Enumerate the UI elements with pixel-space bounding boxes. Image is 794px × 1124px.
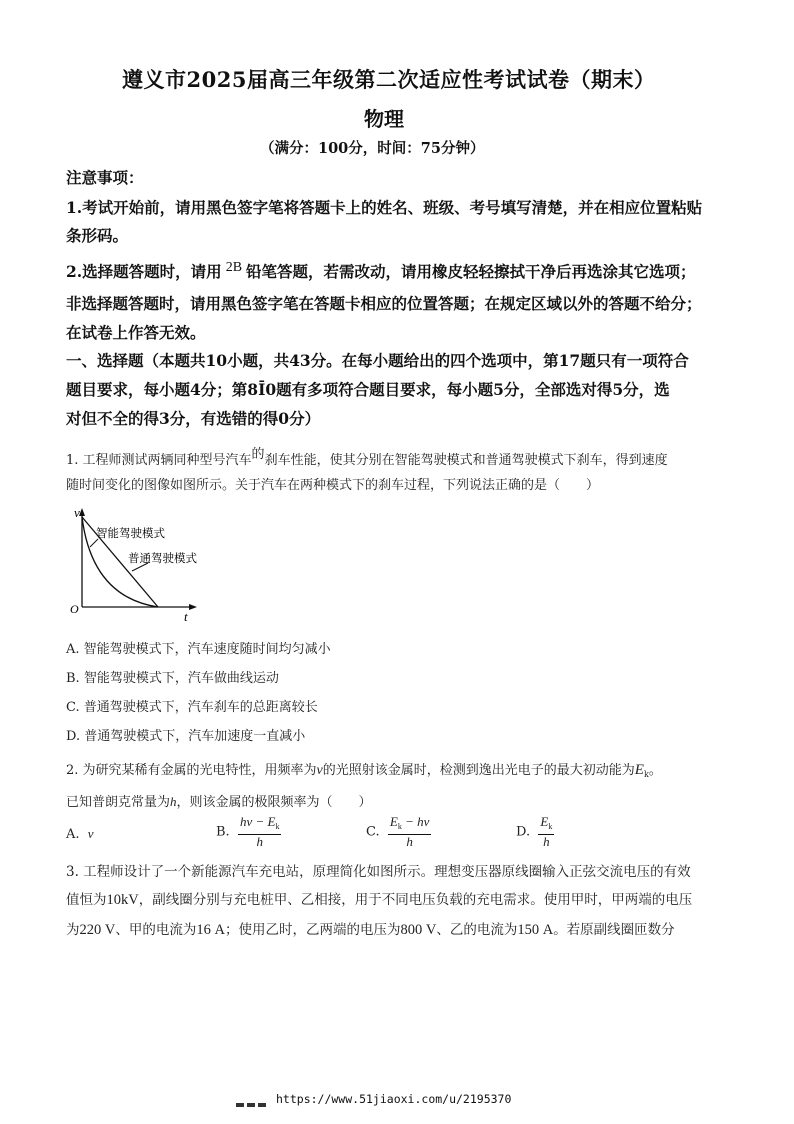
q3-line1: 3. 工程师设计了一个新能源汽车充电站，原理简化如图所示。理想变压器原线圈输入正弦交流电压的有效: [66, 864, 691, 880]
smart-mode-label: 智能驾驶模式: [96, 526, 165, 540]
notice-item1-line2: 条形码。: [66, 226, 129, 245]
section1-line1: 一、选择题（本题共10小题，共43分。在每小题给出的四个选项中，第17题只有一项符合: [66, 351, 689, 370]
x-axis-arrow: [189, 604, 197, 610]
q2-option-c: C. $\frac{E_k - h\nu}{h}$: [366, 814, 430, 849]
footer-logo-icon: [236, 1095, 270, 1114]
section1-line2: 题目要求，每小题4分；第8Ī0题有多项符合题目要求，每小题5分，全部选对得5分，选: [66, 380, 670, 399]
notice-item2-line1: 2.选择题答题时，请用 2B 铅笔答题，若需改动，请用橡皮轻轻擦拭干净后再选涂其它选项；: [66, 260, 696, 281]
section1-line3: 对但不全的得3分，有选错的得0分）: [66, 409, 321, 428]
smart-leader: [90, 539, 98, 547]
q2-stem-line2: 已知普朗克常量为h，则该金属的极限频率为（ ）: [66, 794, 372, 810]
y-axis-arrow: [79, 508, 85, 516]
score-time: （满分：100分，时间：75分钟）: [260, 140, 485, 157]
q2-stem-line1: 2. 为研究某稀有金属的光电特性，用频率为ν的光照射该金属时，检测到逸出光电子的最大初动能为$E_k$。: [66, 762, 662, 779]
footer-url[interactable]: https://www.51jiaoxi.com/u/2195370: [276, 1092, 512, 1106]
q1-stem-line2: 随时间变化的图像如图所示。关于汽车在两种模式下的刹车过程，下列说法正确的是（ ）: [66, 478, 600, 493]
origin-label: O: [70, 602, 79, 616]
q1-vt-graph: [60, 505, 210, 625]
q3-line3: 为220 V、甲的电流为16 A；使用乙时，乙两端的电压为800 V、乙的电流为150 A。若原副线圈匝数分: [66, 922, 675, 938]
q1-option-c: C. 普通驾驶模式下，汽车刹车的总距离较长: [66, 700, 318, 715]
q1-option-d: D. 普通驾驶模式下，汽车加速度一直减小: [66, 729, 306, 744]
notice-heading: 注意事项：: [66, 168, 144, 187]
notice-item2-line3: 在试卷上作答无效。: [66, 323, 206, 342]
q2-option-a: A. ν: [66, 826, 94, 842]
q2-option-d: D. $\frac{E_k}{h}$: [516, 814, 553, 849]
v-axis-label: v: [74, 505, 80, 520]
notice-item2-line2: 非选择题答题时，请用黑色签字笔在答题卡相应的位置答题；在规定区域以外的答题不给分；: [66, 294, 702, 313]
q2-option-b: B. $\frac{h\nu - E_k}{h}$: [216, 814, 280, 849]
notice-item1-line1: 1.考试开始前，请用黑色签字笔将答题卡上的姓名、班级、考号填写清楚，并在相应位置粘贴: [66, 198, 703, 217]
subject-title: 物理: [364, 107, 404, 131]
q1-option-a: A. 智能驾驶模式下，汽车速度随时间均匀减小: [66, 642, 331, 657]
normal-mode-label: 普通驾驶模式: [128, 551, 197, 565]
q1-option-b: B. 智能驾驶模式下，汽车做曲线运动: [66, 671, 279, 686]
t-axis-label: t: [184, 609, 188, 624]
q1-stem-line1: 1. 工程师测试两辆同种型号汽车的刹车性能，使其分别在智能驾驶模式和普通驾驶模式下刹车，得到速度: [66, 447, 668, 468]
exam-title: 遵义市2025届高三年级第二次适应性考试试卷（期末）: [122, 67, 656, 92]
q3-line2: 值恒为10kV，副线圈分别与充电桩甲、乙相接，用于不同电压负载的充电需求。使用甲时，甲两端的电压: [66, 892, 693, 908]
